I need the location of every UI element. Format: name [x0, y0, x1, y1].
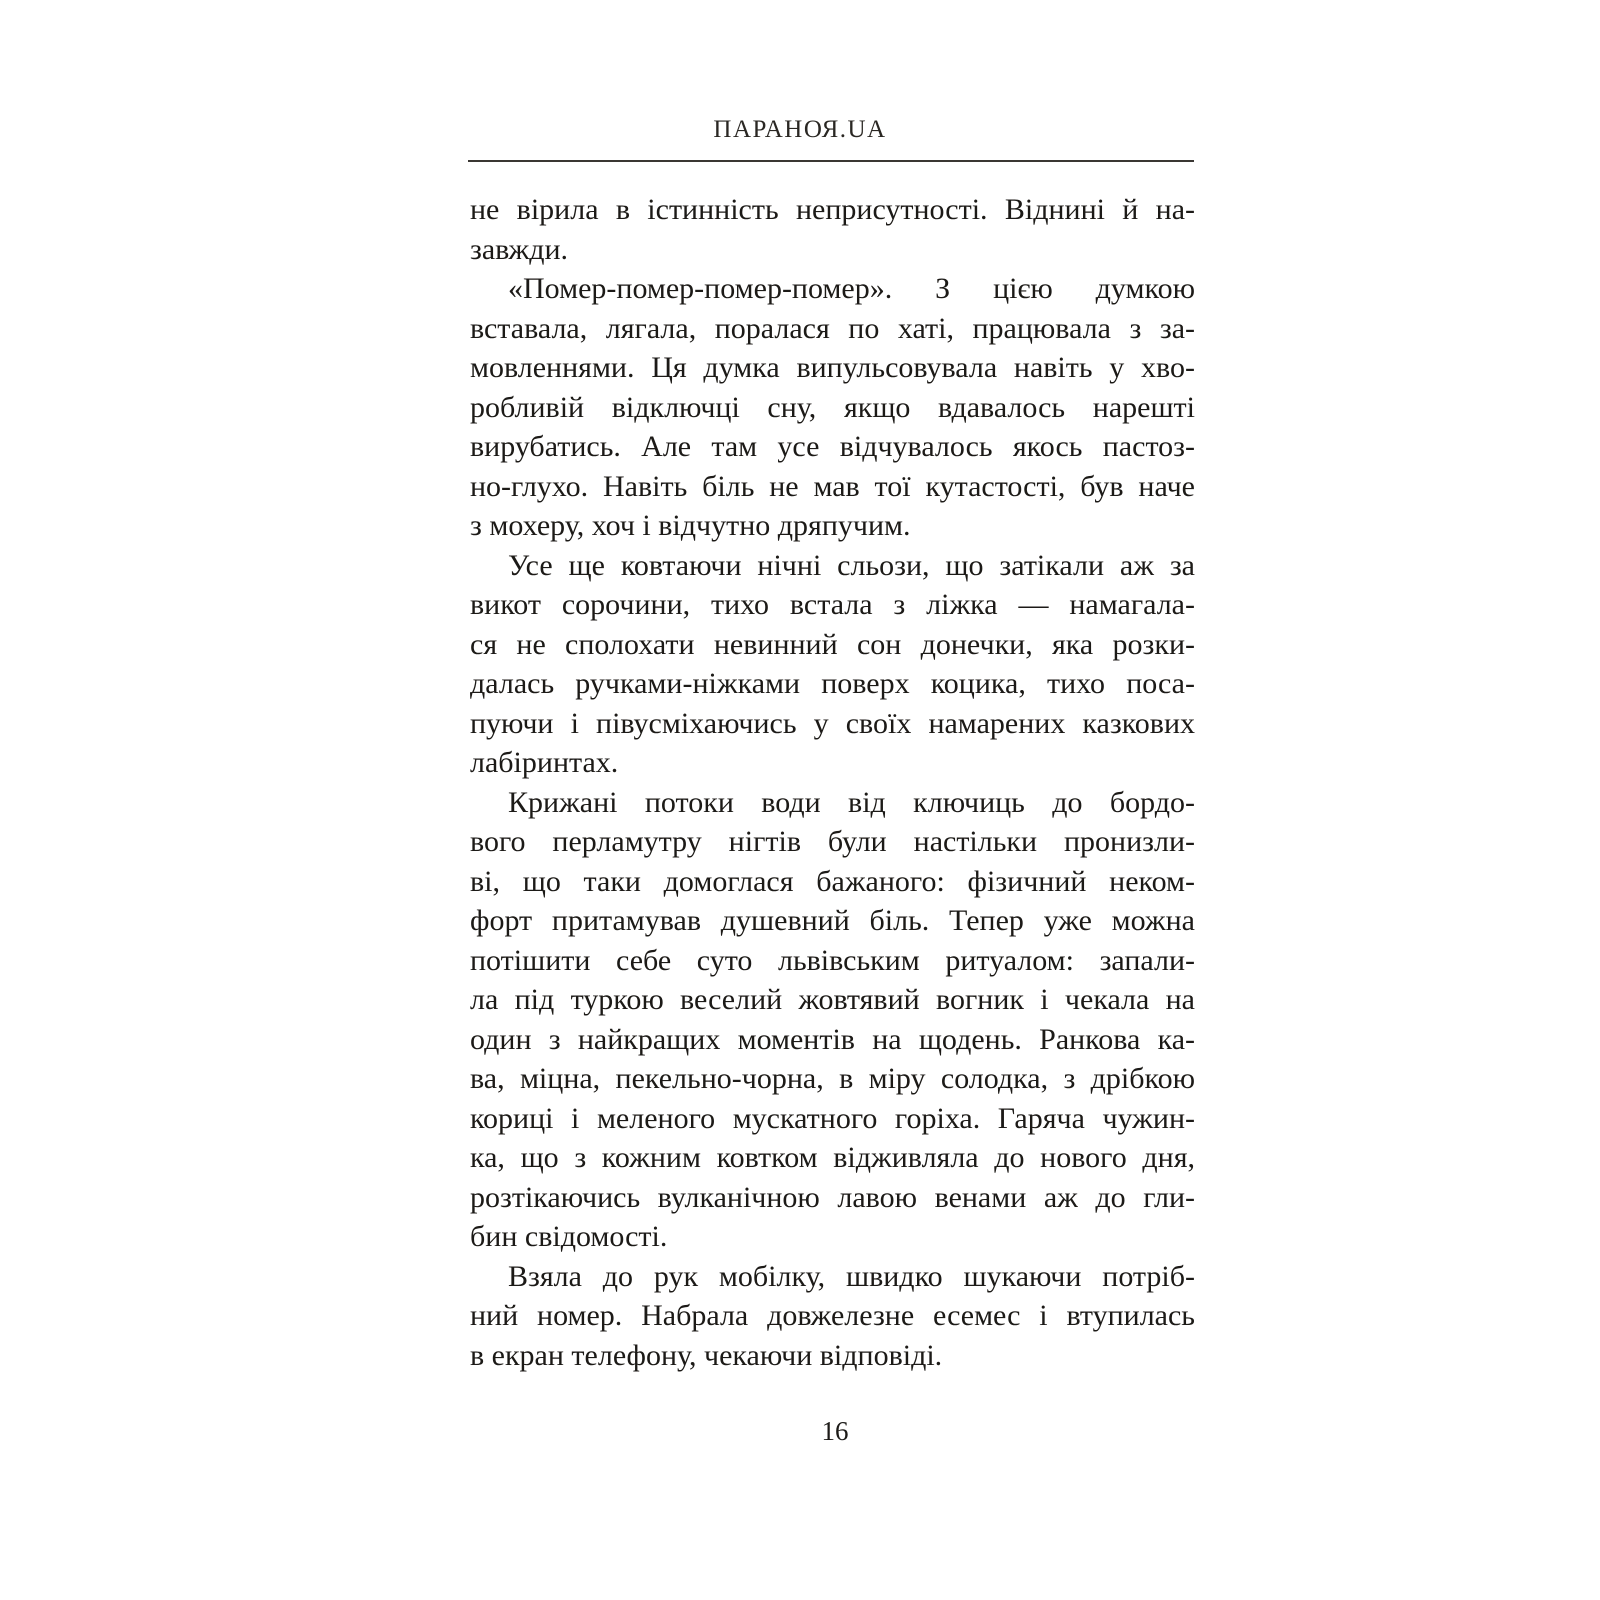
text-line: [470, 1336, 1195, 1376]
text-line: [470, 664, 1195, 704]
text-line: [470, 506, 1195, 546]
text-line: [470, 625, 1195, 665]
text-line: [470, 1138, 1195, 1178]
line-text: розтікаючись вулканічною лавою венами аж до гли-: [470, 1180, 1195, 1214]
line-text: з мохеру, хоч і відчутно дряпучим.: [470, 509, 911, 542]
text-line: [470, 309, 1195, 349]
text-line: [470, 1099, 1195, 1139]
text-line: [470, 901, 1195, 941]
text-line: [470, 1296, 1195, 1336]
line-text: форт притамував душевний біль. Тепер уже можна: [470, 904, 1195, 937]
text-line: [470, 1178, 1195, 1218]
text-line: [508, 269, 1195, 309]
text-line: [508, 783, 1195, 823]
line-text: не вірила в істинність неприсутності. Віднині й на-: [470, 193, 1195, 226]
text-line: [470, 427, 1195, 467]
line-text: кориці і меленого мускатного горіха. Гаряча чужин-: [470, 1101, 1195, 1135]
text-line: [470, 388, 1195, 428]
text-line: [470, 822, 1195, 862]
line-text: Усе ще ковтаючи нічні сльози, що затікали аж за: [508, 548, 1195, 582]
line-text: ний номер. Набрала довжелезне есемес і втупилась: [470, 1299, 1195, 1332]
text-line: [470, 743, 1195, 783]
line-text: ся не сполохати невинний сон донечки, яка розки-: [470, 627, 1195, 661]
page-number: 16: [821, 1416, 849, 1446]
text-line: [470, 704, 1195, 744]
text-line: [470, 1217, 1195, 1257]
line-text: ва, міцна, пекельно-чорна, в міру солодка, з дрібкою: [470, 1062, 1195, 1095]
line-text: но-глухо. Навіть біль не мав тої кутастості, був наче: [470, 469, 1195, 503]
line-text: ві, що таки домоглася бажаного: фізичний неком-: [470, 864, 1195, 898]
line-text: потішити себе суто львівським ритуалом: запали-: [470, 943, 1195, 977]
text-line: [508, 1257, 1195, 1297]
line-text: вого перламутру нігтів були настільки пронизли-: [470, 825, 1195, 858]
text-line: [470, 1059, 1195, 1099]
line-text: Взяла до рук мобілку, швидко шукаючи потріб-: [508, 1259, 1195, 1293]
line-text: в екран телефону, чекаючи відповіді.: [470, 1338, 943, 1372]
text-line: [470, 190, 1195, 230]
text-line: [470, 230, 1195, 270]
line-text: бин свідомості.: [470, 1220, 668, 1253]
line-text: далась ручками-ніжками поверх коцика, тихо поса-: [470, 667, 1195, 700]
line-text: викот сорочини, тихо встала з ліжка — намагала-: [470, 588, 1195, 621]
text-line: [470, 467, 1195, 507]
line-text: пуючи і півусміхаючись у своїх намарених казкових: [470, 706, 1195, 740]
text-line: [470, 941, 1195, 981]
line-text: ла під туркою веселий жовтявий вогник і чекала на: [470, 983, 1195, 1016]
line-text: один з найкращих моментів на щодень. Ранкова ка-: [470, 1022, 1195, 1056]
header-rule: [468, 160, 1194, 162]
line-text: мовленнями. Ця думка випульсовувала навіть у хво-: [470, 351, 1195, 384]
line-text: вставала, лягала, поралася по хаті, працювала з за-: [470, 311, 1195, 345]
line-text: робливій відключці сну, якщо вдавалось нарешті: [470, 390, 1195, 424]
line-text: «Помер-помер-помер-помер». З цією думкою: [508, 272, 1195, 305]
line-text: ка, що з кожним ковтком відживляла до нового дня,: [470, 1141, 1195, 1174]
text-line: [470, 348, 1195, 388]
line-text: лабіринтах.: [470, 746, 619, 779]
text-line: [470, 585, 1195, 625]
text-line: [508, 546, 1195, 586]
text-line: [470, 1020, 1195, 1060]
text-line: [470, 862, 1195, 902]
line-text: вирубатись. Але там усе відчувалось якось пастоз-: [470, 430, 1195, 463]
line-text: Крижані потоки води від ключиць до бордо-: [508, 785, 1195, 819]
text-line: [470, 980, 1195, 1020]
line-text: завжди.: [470, 232, 569, 266]
running-title: ПАРАНОЯ.UA: [713, 116, 887, 143]
